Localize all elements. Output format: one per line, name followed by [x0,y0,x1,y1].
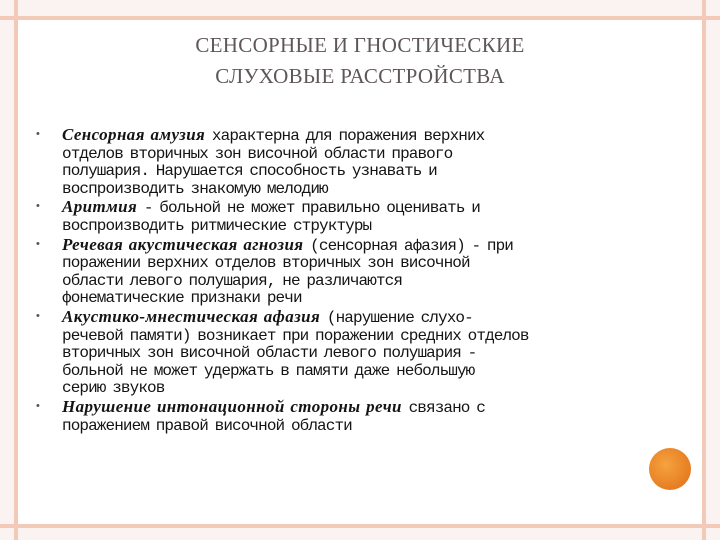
bullet-term: Аритмия [62,197,138,217]
bullet-text: фонематические признаки речи [62,289,302,308]
bullet-term: Сенсорная амузия [62,125,206,144]
bullet-text: поражением правой височной области [62,416,352,435]
bullet-text: больной не может удержать в памяти даже небольшую [62,361,475,380]
bullet-term: Речевая акустическая агнозия [62,234,304,254]
bullet-icon: • [36,309,40,322]
bullet-icon: • [36,399,40,412]
bullet-item-speech-agnosia [28,236,700,308]
bullet-icon: • [36,128,40,140]
bullet-text: (нарушение слухо- [320,308,473,327]
bullet-item-acoustic-mnestic-aphasia [28,308,700,398]
bullet-item-arrhythmia [28,198,700,235]
bullet-term: Нарушение интонационной стороны речи [62,396,402,416]
bullet-text: серию звуков [62,379,165,398]
bullet-text: области левого полушария, не различаются [62,271,403,290]
bullet-text: отделов вторичных зон височной области правого [62,144,453,163]
slide-title [18,30,702,92]
bullet-item-sensory-amusia [28,126,700,198]
bullet-text: связано с [401,398,485,417]
bullet-text: полушария. Нарушается способность узнавать и [62,162,437,181]
frame-right-line [702,0,706,540]
bullet-item-intonation-disorder [28,398,700,435]
bullet-text: воспроизводить знакомую мелодию [62,179,328,198]
bullet-text: поражении верхних отделов вторичных зон височной [62,254,470,273]
slide-title-line-1: СЕНСОРНЫЕ И ГНОСТИЧЕСКИЕ [195,33,525,57]
bullet-text: (сенсорная афазия) - при [303,236,514,255]
decorative-orange-circle [649,448,691,490]
bullet-list [28,126,700,435]
slide-title-line-2: СЛУХОВЫЕ РАССТРОЙСТВА [215,64,505,88]
bullet-text: вторичных зон височной области левого полушария - [62,344,477,363]
slide-content [28,126,700,435]
bullet-text: - больной не может правильно оценивать и [137,199,480,218]
bullet-text: характерна для поражения верхних [205,127,485,145]
bullet-term: Акустико-мнестическая афазия [62,306,321,326]
bullet-icon: • [36,237,40,250]
frame-bottom-line [0,524,720,528]
bullet-text: речевой памяти) возникает при поражении средних отделов [62,326,529,345]
slide [18,20,702,524]
bullet-text: воспроизводить ритмические структуры [62,216,372,235]
bullet-icon: • [36,200,40,213]
